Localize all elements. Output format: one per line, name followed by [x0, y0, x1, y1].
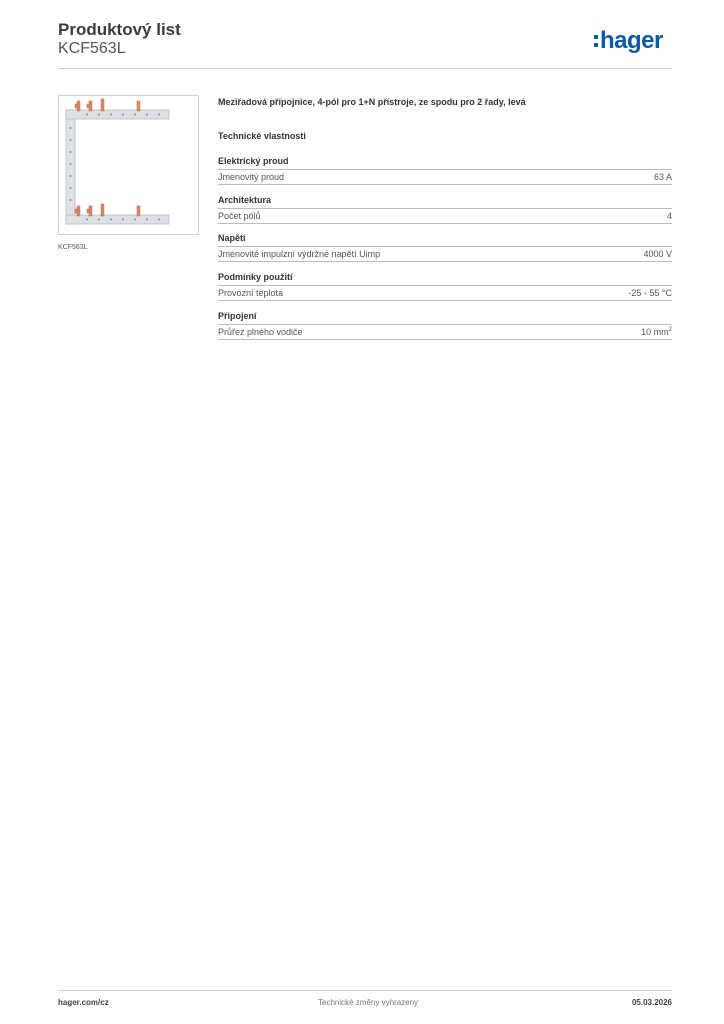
product-image-caption: KCF563L: [58, 244, 88, 251]
spec-group-connection: [218, 311, 672, 340]
specs-heading: Technické vlastnosti: [218, 131, 306, 141]
spec-group-title: Podmínky použití: [218, 272, 293, 282]
footer-date: 05.03.2026: [631, 998, 672, 1007]
header-divider: [58, 68, 672, 69]
spec-row: [218, 169, 672, 185]
spec-value: 4: [666, 211, 672, 221]
spec-group-voltage: [218, 233, 672, 262]
spec-value: -25 - 55 °C: [628, 288, 672, 298]
spec-group-architecture: [218, 195, 672, 224]
spec-group-title: Architektura: [218, 195, 272, 205]
product-description: Meziřadová přípojnice, 4-pól pro 1+N přístroje, ze spodu pro 2 řady, levá: [218, 97, 526, 107]
spec-value: 63 A: [653, 172, 672, 182]
spec-label: Jmenovité impulzní výdržné napětí Uimp: [218, 249, 381, 259]
footer-divider: [58, 990, 672, 991]
spec-group-title: Elektrický proud: [218, 156, 289, 166]
spec-row: [218, 208, 672, 224]
spec-label: Provozní teplota: [218, 288, 284, 298]
footer-note: Technické změny vyhrazeny: [318, 998, 419, 1007]
spec-value: [641, 327, 672, 337]
footer-website-link[interactable]: hager.com/cz: [58, 998, 109, 1007]
logo-dots-icon: [594, 33, 598, 49]
product-code: KCF563L: [58, 40, 126, 57]
spec-value: 4000 V: [643, 249, 672, 259]
document-title: Produktový list: [58, 20, 181, 39]
spec-group-title: Napětí: [218, 233, 246, 243]
spec-group-current: [218, 156, 672, 185]
spec-value-superscript: 2: [668, 327, 672, 333]
spec-group-title: Připojení: [218, 311, 257, 321]
spec-label: Průřez plného vodiče: [218, 327, 303, 337]
logo-wordmark: hager: [600, 27, 663, 54]
spec-row: [218, 285, 672, 301]
spec-value-text: 10 mm: [641, 327, 669, 337]
spec-label: Jmenovitý proud: [218, 172, 285, 182]
busbar-image: [59, 96, 198, 234]
spec-label: Počet pólů: [218, 211, 261, 221]
hager-logo: [594, 26, 663, 56]
spec-row: [218, 246, 672, 262]
product-image-frame: [58, 95, 199, 235]
spec-row: [218, 324, 672, 340]
spec-group-conditions: [218, 272, 672, 301]
